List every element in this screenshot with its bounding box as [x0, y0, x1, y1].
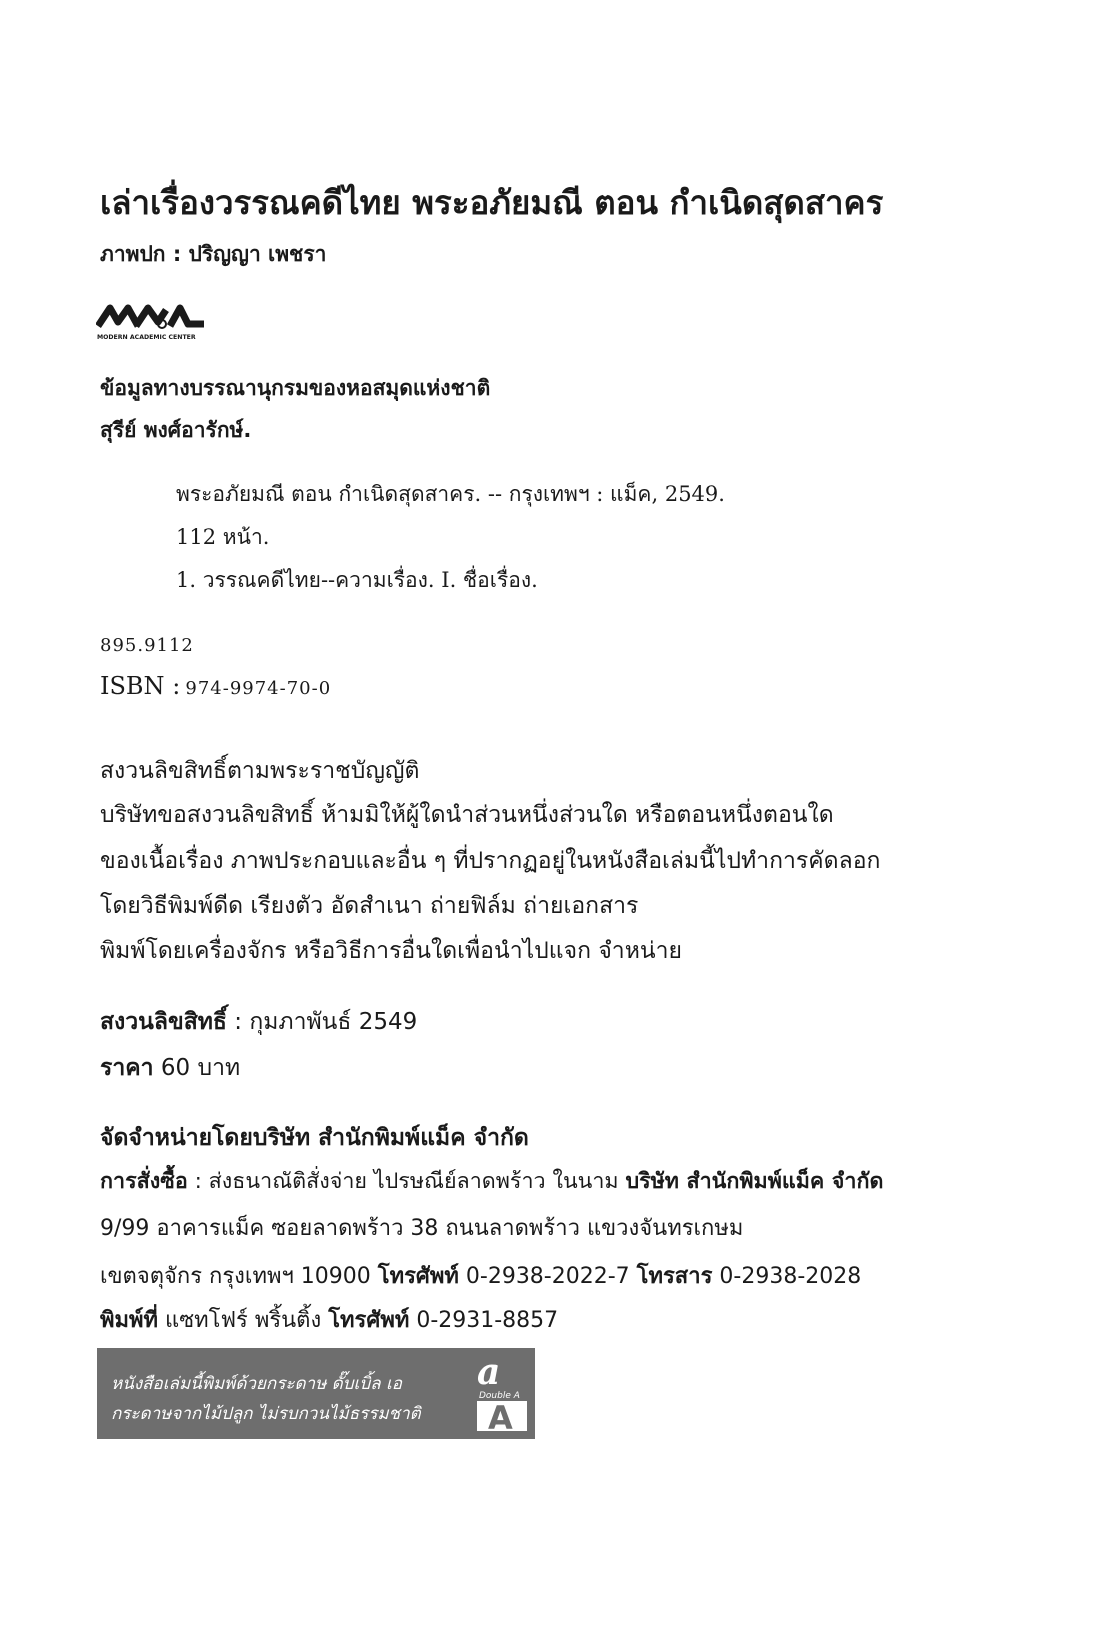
- fax-label: โทรสาร: [636, 1264, 713, 1289]
- copyright-line: บริษัทขอสงวนลิขสิทธิ์ ห้ามมิให้ผู้ใดนำส่วนหนึ่งส่วนใด หรือตอนหนึ่งตอนใด: [100, 802, 834, 828]
- order-row: [100, 1164, 883, 1198]
- mac-logo-icon: [96, 296, 208, 342]
- edition-copyright: [100, 1004, 417, 1040]
- order-label: การสั่งซื้อ: [100, 1169, 188, 1194]
- printer-label: พิมพ์ที่: [100, 1308, 159, 1333]
- double-a-caption: Double A: [479, 1391, 520, 1401]
- cip-author: สุรีย์ พงศ์อารักษ์.: [100, 418, 252, 442]
- double-a-small-letter: a: [477, 1354, 501, 1393]
- paper-badge-line: หนังสือเล่มนี้พิมพ์ด้วยกระดาษ ดั๊บเบิ้ล เอ: [111, 1374, 402, 1394]
- printer-phone-label: โทรศัพท์: [328, 1308, 410, 1333]
- mac-logo-caption: MODERN ACADEMIC CENTER: [97, 334, 196, 341]
- cip-line: พระอภัยมณี ตอน กำเนิดสุดสาคร. -- กรุงเทพฯ : แม็ค, 2549.: [176, 482, 725, 506]
- paper-badge-line: กระดาษจากไม้ปลูก ไม่รบกวนไม้ธรรมชาติ: [111, 1404, 421, 1424]
- cip-line: 112 หน้า.: [176, 525, 270, 549]
- price-label: ราคา: [100, 1055, 154, 1081]
- double-a-logo-icon: [473, 1354, 531, 1434]
- cover-credit: ภาพปก : ปริญญา เพชรา: [100, 242, 327, 266]
- isbn-label: ISBN :: [100, 672, 181, 700]
- address-line: 9/99 อาคารแม็ค ซอยลาดพร้าว 38 ถนนลาดพร้าว แขวงจันทรเกษม: [100, 1216, 744, 1241]
- printer-text: แซทโฟร์ พริ้นติ้ง: [158, 1308, 329, 1333]
- isbn-row: [100, 672, 331, 700]
- order-text: : ส่งธนาณัติสั่งจ่าย ไปรษณีย์ลาดพร้าว ในนาม: [187, 1169, 626, 1194]
- book-title: เล่าเรื่องวรรณคดีไทย พระอภัยมณี ตอน กำเนิดสุดสาคร: [100, 183, 884, 222]
- price-value: 60 บาท: [153, 1055, 241, 1081]
- copyright-line: ของเนื้อเรื่อง ภาพประกอบและอื่น ๆ ที่ปรากฏอยู่ในหนังสือเล่มนี้ไปทำการคัดลอก: [100, 848, 881, 874]
- price-row: [100, 1050, 240, 1086]
- edition-copyright-value: : กุมภาพันธ์ 2549: [226, 1009, 418, 1035]
- isbn-value: 974-9974-70-0: [185, 678, 332, 699]
- distribution-heading: จัดจำหน่ายโดยบริษัท สำนักพิมพ์แม็ค จำกัด: [100, 1125, 529, 1151]
- phone-value: 0-2938-2022-7: [458, 1264, 637, 1289]
- phone-label: โทรศัพท์: [377, 1264, 459, 1289]
- printer-row: [100, 1302, 558, 1337]
- copyright-line: โดยวิธีพิมพ์ดีด เรียงตัว อัดสำเนา ถ่ายฟิล์ม ถ่ายเอกสาร: [100, 893, 639, 919]
- printer-phone-value: 0-2931-8857: [409, 1308, 559, 1333]
- paper-badge: [97, 1348, 535, 1439]
- cip-line: 1. วรรณคดีไทย--ความเรื่อง. I. ชื่อเรื่อง.: [176, 568, 538, 592]
- class-number: 895.9112: [100, 635, 194, 656]
- edition-copyright-label: สงวนลิขสิทธิ์: [100, 1009, 227, 1035]
- order-company: บริษัท สำนักพิมพ์แม็ค จำกัด: [625, 1169, 884, 1194]
- cip-heading: ข้อมูลทางบรรณานุกรมของหอสมุดแห่งชาติ: [100, 376, 491, 400]
- fax-value: 0-2938-2028: [712, 1264, 862, 1289]
- district-text: เขตจตุจักร กรุงเทพฯ 10900: [100, 1264, 378, 1289]
- copyright-line: พิมพ์โดยเครื่องจักร หรือวิธีการอื่นใดเพื่อนำไปแจก จำหน่าย: [100, 938, 682, 964]
- contact-row: [100, 1258, 861, 1293]
- copyright-heading: สงวนลิขสิทธิ์ตามพระราชบัญญัติ: [100, 758, 420, 784]
- double-a-big-letter: A: [488, 1399, 513, 1434]
